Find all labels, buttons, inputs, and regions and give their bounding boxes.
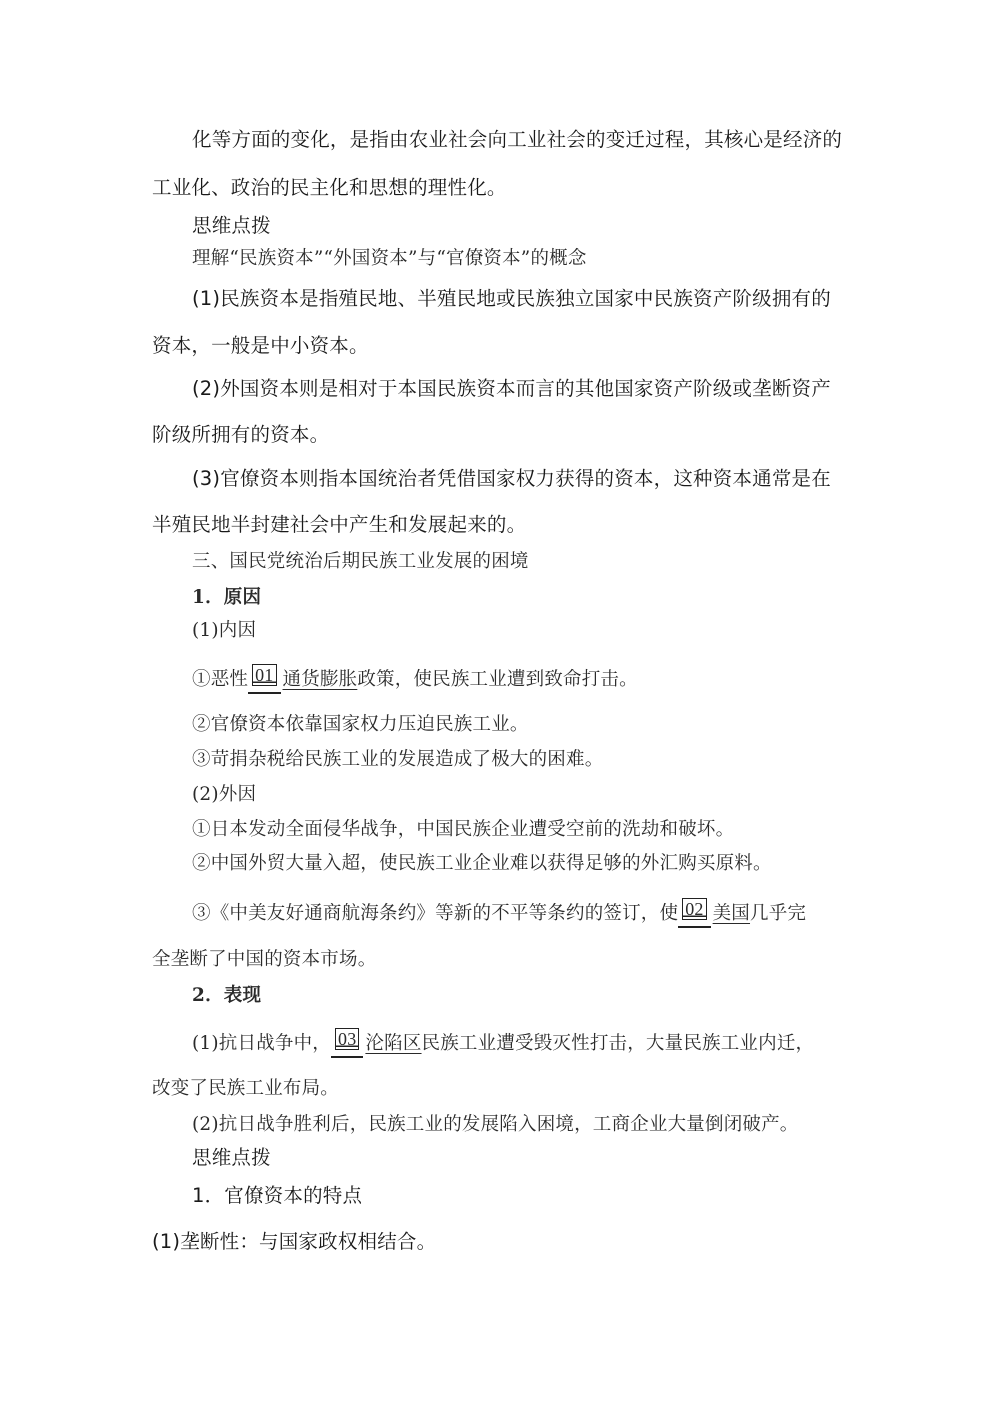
answer-marker [678, 899, 710, 928]
subheading: 1．原因 [192, 587, 262, 608]
fill-blank-line [192, 1029, 892, 1058]
text: 民族工业遭受毁灭性打击，大量民族工业内迁， [421, 1033, 815, 1054]
paragraph-line: 阶级所拥有的资本。 [152, 423, 330, 446]
paragraph-line: 改变了民族工业布局。 [152, 1078, 340, 1099]
subheading: (2)外因 [192, 784, 257, 805]
text: (1)抗日战争中， [192, 1033, 332, 1054]
answer-text: 美国 [712, 903, 751, 924]
answer-number-box: 03 [335, 1028, 359, 1050]
paragraph-line: 全垄断了中国的资本市场。 [152, 949, 377, 970]
section-heading: 三、国民党统治后期民族工业发展的困境 [192, 551, 529, 572]
subheading: 理解“民族资本”“外国资本”与“官僚资本”的概念 [192, 248, 587, 269]
answer-marker [331, 1029, 363, 1058]
paragraph-line: 工业化、政治的民主化和思想的理性化。 [152, 176, 507, 199]
answer-text: 通货膨胀 [282, 669, 358, 690]
subheading: (1)内因 [192, 620, 257, 641]
answer-number-box: 02 [682, 898, 706, 920]
text: 政策，使民族工业遭到致命打击。 [357, 669, 638, 690]
fill-blank-line [192, 665, 892, 694]
section-label-thinking-tips: 思维点拨 [192, 1146, 271, 1169]
answer-text: 沦陷区 [365, 1033, 422, 1054]
fill-blank-line [192, 899, 892, 928]
subheading: 1．官僚资本的特点 [192, 1184, 363, 1207]
subheading: 2．表现 [192, 985, 262, 1006]
text: ③《中美友好通商航海条约》等新的不平等条约的签订，使 [192, 903, 679, 924]
paragraph-line: (1)垄断性：与国家政权相结合。 [152, 1230, 437, 1253]
paragraph-line: 半殖民地半封建社会中产生和发展起来的。 [152, 513, 527, 536]
section-label-thinking-tips: 思维点拨 [192, 214, 271, 237]
paragraph-line: (2)外国资本则是相对于本国民族资本而言的其他国家资产阶级或垄断资产 [192, 377, 831, 400]
paragraph-line: (3)官僚资本则指本国统治者凭借国家权力获得的资本，这种资本通常是在 [192, 467, 831, 490]
text: 几乎完 [750, 903, 807, 924]
answer-marker [248, 665, 280, 694]
paragraph-line: (2)抗日战争胜利后，民族工业的发展陷入困境，工商企业大量倒闭破产。 [192, 1114, 799, 1135]
list-item: ②中国外贸大量入超，使民族工业企业难以获得足够的外汇购买原料。 [192, 853, 772, 874]
text: ①恶性 [192, 669, 249, 690]
paragraph-line: 化等方面的变化，是指由农业社会向工业社会的变迁过程，其核心是经济的 [192, 128, 843, 151]
paragraph-line: 资本，一般是中小资本。 [152, 334, 369, 357]
list-item: ②官僚资本依靠国家权力压迫民族工业。 [192, 714, 529, 735]
answer-number-box: 01 [252, 664, 276, 686]
list-item: ①日本发动全面侵华战争，中国民族企业遭受空前的洗劫和破坏。 [192, 819, 735, 840]
list-item: ③苛捐杂税给民族工业的发展造成了极大的困难。 [192, 749, 604, 770]
paragraph-line: (1)民族资本是指殖民地、半殖民地或民族独立国家中民族资产阶级拥有的 [192, 287, 831, 310]
